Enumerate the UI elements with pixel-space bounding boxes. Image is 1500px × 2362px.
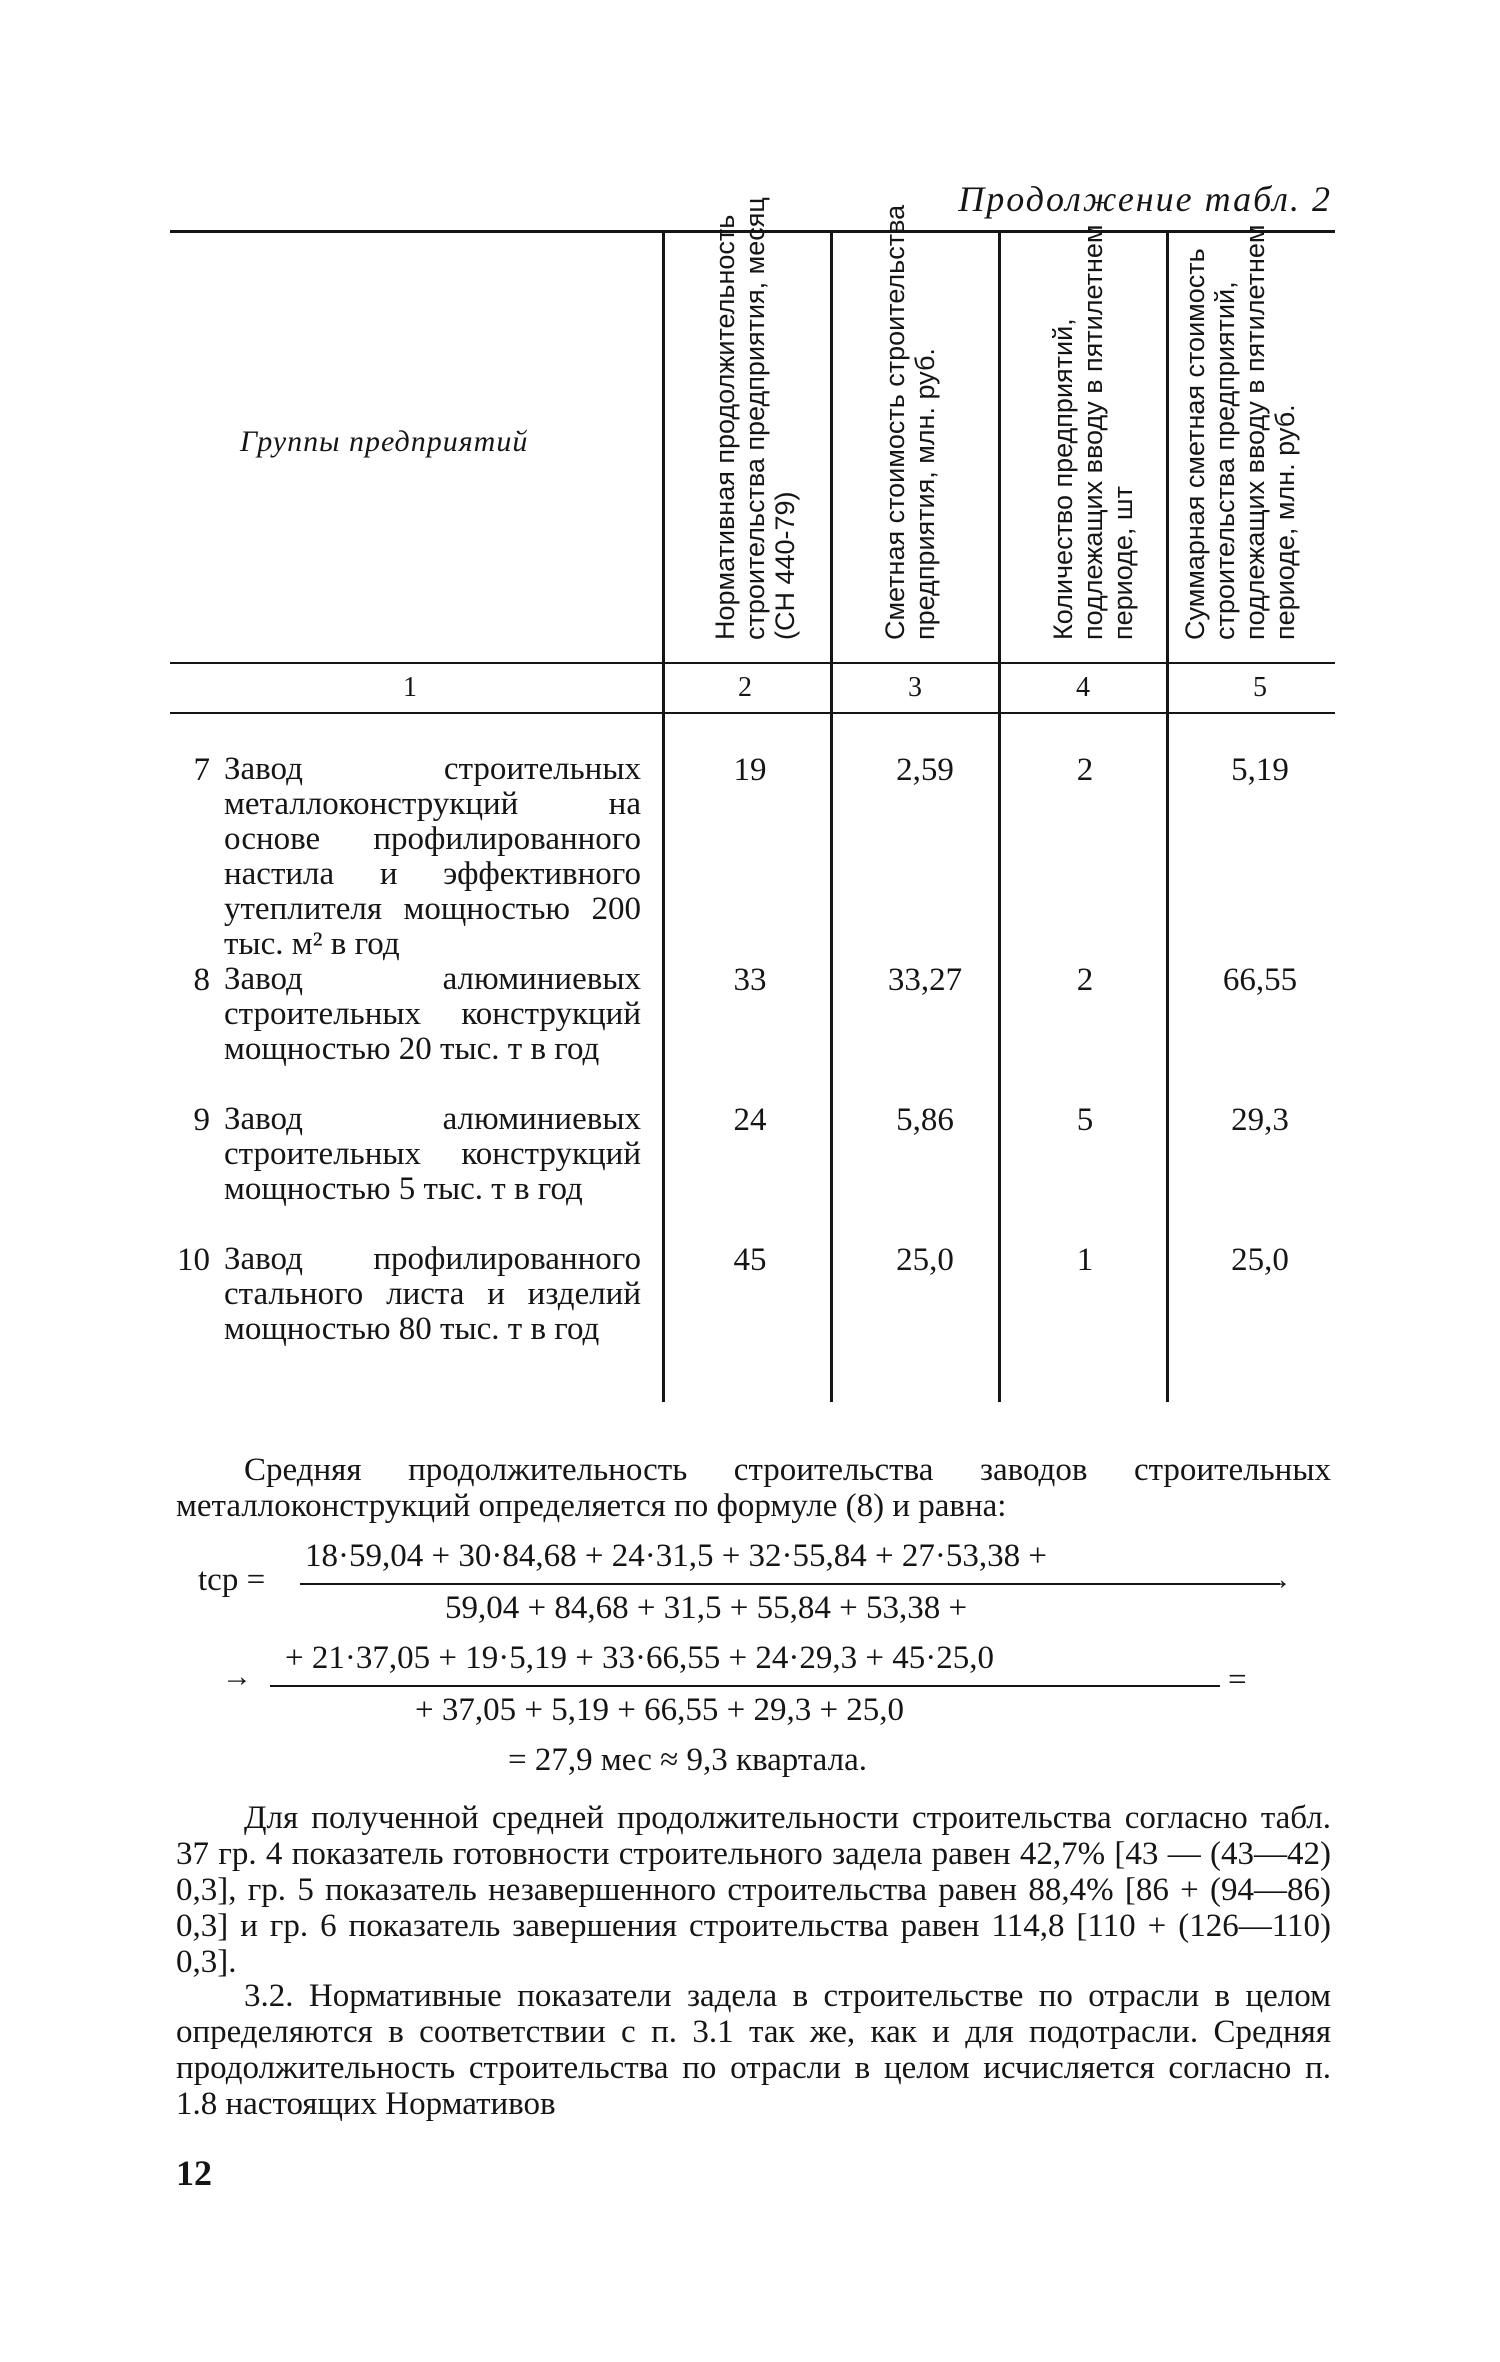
row-total-cost: 29,3 xyxy=(1231,1102,1289,1138)
row-cost: 25,0 xyxy=(896,1242,954,1278)
row-number: 8 xyxy=(193,962,210,998)
row-cost: 5,86 xyxy=(896,1102,954,1138)
row-number: 7 xyxy=(193,752,210,788)
header-bottom-rule xyxy=(170,662,1335,664)
row-duration: 33 xyxy=(733,962,767,998)
column-header-3: Сметная стоимость строительства предприятия, млн. руб. xyxy=(880,204,940,640)
arrow-right-icon: → xyxy=(1262,1563,1292,1596)
formula-denominator-2: + 37,05 + 5,19 + 66,55 + 29,3 + 25,0 xyxy=(415,1692,905,1728)
column-number-1: 1 xyxy=(403,672,417,703)
arrow-continue-icon: → xyxy=(222,1660,252,1693)
row-duration: 24 xyxy=(733,1102,767,1138)
column-number-2: 2 xyxy=(738,672,752,703)
row-cost: 2,59 xyxy=(896,752,954,788)
formula-numerator-2: + 21·37,05 + 19·5,19 + 33·66,55 + 24·29,3 + 45·25,0 xyxy=(285,1640,995,1676)
column-divider-2 xyxy=(830,232,833,1402)
formula-lhs: tср = xyxy=(198,1562,266,1598)
row-count: 5 xyxy=(1076,1102,1094,1138)
formula-result: = 27,9 мес ≈ 9,3 квартала. xyxy=(508,1742,867,1778)
equals-sign: = xyxy=(1228,1662,1247,1698)
row-number: 9 xyxy=(193,1102,210,1138)
column-divider-4 xyxy=(1166,232,1169,1402)
row-enterprise-name: Завод алюминиевых строительных конструкций мощностью 5 тыс. т в год xyxy=(224,1101,641,1207)
row-count: 2 xyxy=(1076,752,1094,788)
row-count: 1 xyxy=(1076,1242,1094,1278)
formula-numerator-1: 18·59,04 + 30·84,68 + 24·31,5 + 32·55,84 + 27·53,38 + xyxy=(305,1538,1048,1574)
fraction-bar-2 xyxy=(270,1685,1220,1687)
row-number: 10 xyxy=(177,1242,210,1278)
column-divider-1 xyxy=(662,232,665,1402)
column-number-3: 3 xyxy=(908,672,922,703)
column-header-2: Нормативная продолжительность строительства предприятия, месяц (СН 440-79) xyxy=(710,197,800,640)
group-column-header: Группы предприятий xyxy=(240,425,529,458)
column-number-4: 4 xyxy=(1076,672,1090,703)
paragraph-average-duration: Средняя продолжительность строительства заводов строительных металлоконструкций определяется по формуле (8) и равна: xyxy=(176,1452,1331,1524)
table-continuation-label: Продолжение табл. 2 xyxy=(958,179,1332,219)
column-number-5: 5 xyxy=(1253,672,1267,703)
row-duration: 45 xyxy=(733,1242,767,1278)
row-total-cost: 25,0 xyxy=(1231,1242,1289,1278)
row-duration: 19 xyxy=(733,752,767,788)
row-cost: 33,27 xyxy=(887,962,963,998)
paragraph-section-3-2: 3.2. Нормативные показатели задела в строительстве по отрасли в целом определяются в соответствии с п. 3.1 так же, как и для подотрасли. Средняя продолжительность строительства по отрасли в целом исчисляется согласно п. 1.8 настоящих Нормативов xyxy=(176,1978,1331,2122)
row-total-cost: 5,19 xyxy=(1231,752,1289,788)
row-enterprise-name: Завод строительных металлоконструкций на основе профилированного настила и эффективного утеплителя мощностью 200 тыс. м² в год xyxy=(224,751,641,962)
fraction-bar-1 xyxy=(300,1583,1280,1585)
formula-denominator-1: 59,04 + 84,68 + 31,5 + 55,84 + 53,38 + xyxy=(445,1590,968,1626)
page-number: 12 xyxy=(176,2153,212,2193)
row-total-cost: 66,55 xyxy=(1222,962,1298,998)
column-divider-3 xyxy=(998,232,1001,1402)
row-enterprise-name: Завод алюминиевых строительных конструкций мощностью 20 тыс. т в год xyxy=(224,961,641,1067)
column-header-4: Количество предприятий, подлежащих вводу в пятилетнем периоде, шт xyxy=(1048,224,1138,640)
row-enterprise-name: Завод профилированного стального листа и изделий мощностью 80 тыс. т в год xyxy=(224,1241,641,1347)
row-count: 2 xyxy=(1076,962,1094,998)
column-header-5: Суммарная сметная стоимость строительства предприятий, подлежащих вводу в пятилетнем периоде, млн. руб. xyxy=(1180,224,1300,640)
paragraph-indicators: Для полученной средней продолжительности строительства согласно табл. 37 гр. 4 показатель готовности строительного задела равен 42,7% [43 — (43—42) 0,3], гр. 5 показатель незавершенного строительства равен 88,4% [86 + (94—86) 0,3] и гр. 6 показатель завершения строительства равен 114,8 [110 + (126—110) 0,3]. xyxy=(176,1800,1331,1980)
column-numbers-bottom-rule xyxy=(170,712,1335,714)
